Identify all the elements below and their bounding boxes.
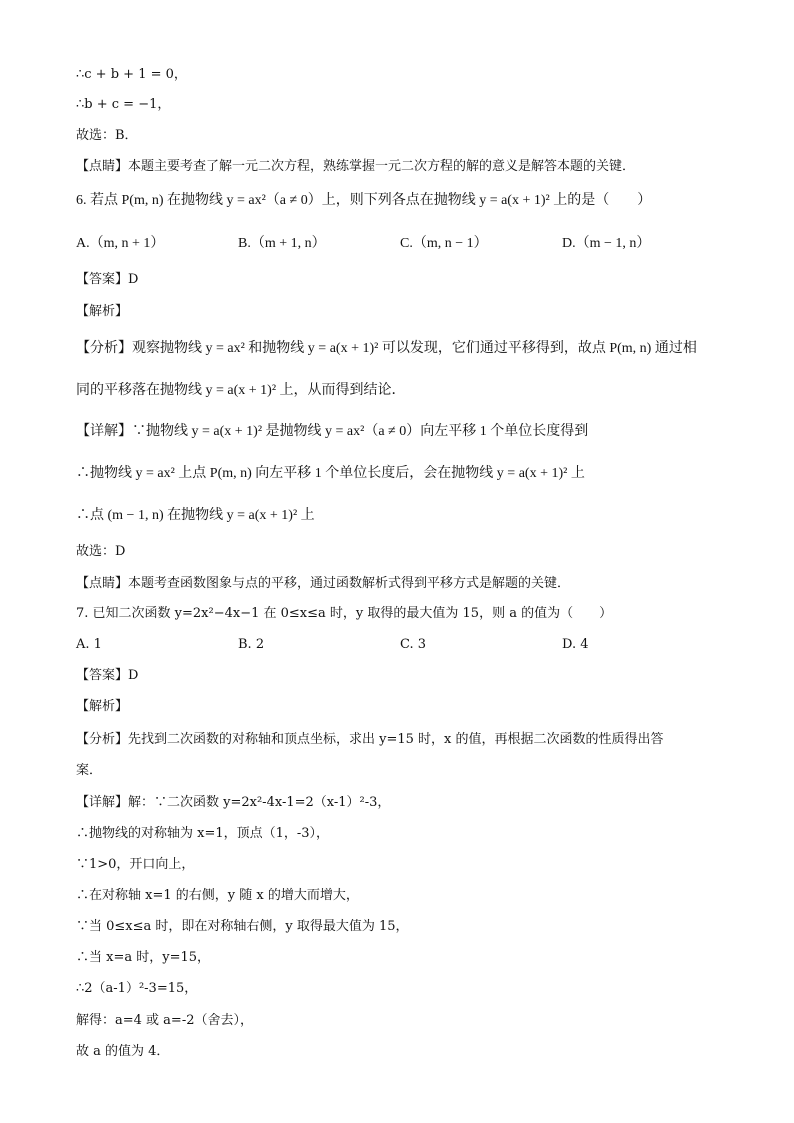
- q6-option-a: A.（m, n + 1）: [76, 236, 165, 251]
- detail-line: 解得：a=4 或 a=-2（舍去），: [76, 1013, 253, 1028]
- analysis-line: 案．: [76, 763, 103, 778]
- q6-option-d: D.（m − 1, n）: [562, 236, 651, 251]
- comment-line: 【点睛】本题主要考查了解一元二次方程，熟练掌握一元二次方程的解的意义是解答本题的关键．: [76, 159, 636, 174]
- detail-line: 【详解】∵抛物线 y = a(x + 1)² 是抛物线 y = ax²（a ≠ 0）向左平移 1 个单位长度得到: [76, 424, 589, 439]
- analysis-label: 【解析】: [76, 304, 129, 319]
- q7-option-d: D. 4: [562, 637, 589, 652]
- comment-line: 【点睛】本题考查函数图象与点的平移，通过函数解析式得到平移方式是解题的关键．: [76, 576, 571, 591]
- question-6-stem: 6. 若点 P(m, n) 在抛物线 y = ax²（a ≠ 0）上，则下列各点在抛物线 y = a(x + 1)² 上的是（ ）: [76, 193, 652, 208]
- q6-option-c: C.（m, n − 1）: [400, 236, 488, 251]
- analysis-line: 【分析】先找到二次函数的对称轴和顶点坐标，求出 y=15 时，x 的值，再根据二次函数的性质得出答: [76, 732, 664, 747]
- answer-label: 【答案】D: [76, 272, 139, 287]
- detail-line: ∴在对称轴 x=1 的右侧，y 随 x 的增大而增大，: [76, 888, 359, 903]
- q7-option-c: C. 3: [400, 637, 427, 652]
- detail-line: ∴当 x=a 时，y=15，: [76, 950, 211, 965]
- analysis-label: 【解析】: [76, 699, 129, 714]
- text-line: 故选：B．: [76, 128, 138, 143]
- answer-label: 【答案】D: [76, 668, 139, 683]
- q7-option-a: A. 1: [76, 637, 102, 652]
- text-line: ∴b + c = −1，: [76, 97, 171, 112]
- detail-line: ∴抛物线 y = ax² 上点 P(m, n) 向左平移 1 个单位长度后，会在抛物线 y = a(x + 1)² 上: [76, 466, 585, 481]
- text-line: 故选：D: [76, 544, 126, 559]
- detail-line: 【详解】解：∵二次函数 y=2x²-4x-1=2（x-1）²-3，: [76, 795, 391, 810]
- text-line: ∴c + b + 1 = 0，: [76, 67, 187, 82]
- analysis-line: 【分析】观察抛物线 y = ax² 和抛物线 y = a(x + 1)² 可以发现，它们通过平移得到，故点 P(m, n) 通过相: [76, 341, 697, 356]
- detail-line: ∵1>0，开口向上，: [76, 857, 195, 872]
- q7-option-b: B. 2: [238, 637, 265, 652]
- analysis-line: 同的平移落在抛物线 y = a(x + 1)² 上，从而得到结论．: [76, 383, 406, 398]
- question-7-stem: 7. 已知二次函数 y=2x²−4x−1 在 0≤x≤a 时，y 取得的最大值为 15，则 a 的值为（ ）: [76, 606, 613, 621]
- detail-line: ∴点 (m − 1, n) 在抛物线 y = a(x + 1)² 上: [76, 508, 315, 523]
- detail-line: ∵当 0≤x≤a 时，即在对称轴右侧，y 取得最大值为 15，: [76, 919, 409, 934]
- q6-option-b: B.（m + 1, n）: [238, 236, 326, 251]
- conclusion-line: 故 a 的值为 4．: [76, 1044, 170, 1059]
- detail-line: ∴抛物线的对称轴为 x=1，顶点（1，-3），: [76, 826, 330, 841]
- detail-line: ∴2（a-1）²-3=15，: [76, 981, 198, 996]
